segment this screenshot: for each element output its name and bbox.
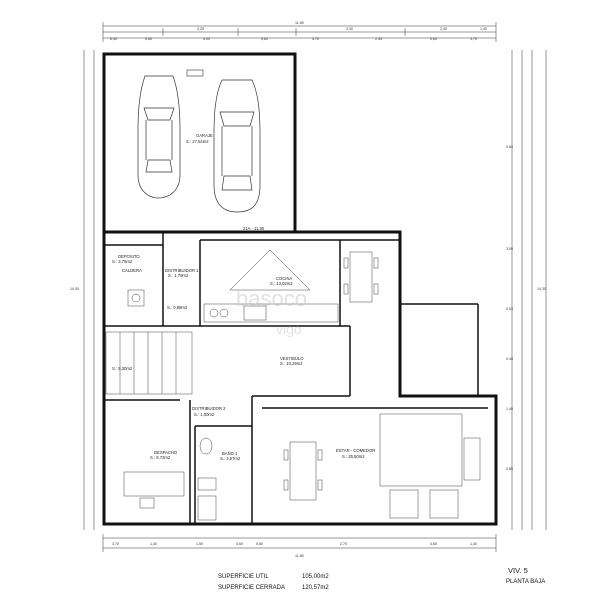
room-living-area: S.: 25,50m2 xyxy=(342,454,365,459)
room-hall-area: S.: 10,29m2 xyxy=(280,361,303,366)
dim-right-2: 3,00 xyxy=(506,247,513,251)
dim-top2-4: 0,60 xyxy=(261,37,268,41)
boiler-icon xyxy=(128,290,144,306)
room-office-area: S.: 9,72m2 xyxy=(150,455,171,460)
summary-value-closed: 120,57m2 xyxy=(302,585,329,591)
room-garage-area: S.: 27,54m2 xyxy=(186,139,209,144)
watermark-logo: basoco xyxy=(236,286,307,311)
floor-label: PLANTA BAJA xyxy=(506,579,546,585)
dim-right-5: 1,40 xyxy=(506,407,513,411)
room-dist1-area: S.: 1,79m2 xyxy=(168,273,189,278)
dim-right-6: 0,85 xyxy=(506,467,513,471)
dim-top-3: 2,40 xyxy=(440,27,447,31)
room-hall-name: VESTIBULO xyxy=(280,356,304,361)
dim-bottom-3: 1,50 xyxy=(196,542,203,546)
dim-bottom-2: 1,40 xyxy=(150,542,157,546)
dim-right-total: 14,30 xyxy=(537,287,546,291)
dim-left-total: 14,30 xyxy=(70,287,79,291)
dim-top2-2: 0,60 xyxy=(145,37,152,41)
room-office-name: DESPACHO xyxy=(154,450,178,455)
dim-top2-5: 3,70 xyxy=(312,37,319,41)
dim-top-4: 1,40 xyxy=(480,27,487,31)
dim-right-1: 0,64 xyxy=(506,145,513,149)
dim-top-2: 3,30 xyxy=(346,27,353,31)
left-dimensions xyxy=(84,50,94,530)
car-icon xyxy=(138,76,180,198)
watermark-logo-secondary: vigo xyxy=(276,321,302,337)
garage-note: 21A - 11.30 xyxy=(243,226,265,231)
dim-right-3: 0,53 xyxy=(506,307,513,311)
bottom-dimensions xyxy=(103,534,496,552)
dim-top2-8: 3,70 xyxy=(470,37,477,41)
staircase xyxy=(106,332,192,394)
dim-bottom-5: 0,60 xyxy=(256,542,263,546)
garage-vent-icon xyxy=(187,70,203,76)
room-living-name: ESTAR - COMEDOR xyxy=(336,448,376,453)
car-icon xyxy=(214,80,260,212)
dim-top2-7: 0,60 xyxy=(430,37,437,41)
dim-bottom-4: 0,60 xyxy=(236,542,243,546)
dim-bottom-6: 2,70 xyxy=(340,542,347,546)
dim-top-1: 3,25 xyxy=(197,27,204,31)
room-kitchen-area: S.: 13,02m2 xyxy=(270,281,293,286)
dim-top2-6: 2,44 xyxy=(375,37,382,41)
summary-label-useful: SUPERFICIE UTIL xyxy=(218,574,269,580)
office-desk xyxy=(124,472,184,508)
room-dist2-area: S.: 1,00m2 xyxy=(194,412,215,417)
dim-top-total: 11,80 xyxy=(295,21,304,25)
dim-right-4: 0,40 xyxy=(506,357,513,361)
top-dimensions xyxy=(103,22,496,42)
room-deposit-name: DEPOSITO xyxy=(118,254,140,259)
room-kitchen-name: COCINA xyxy=(276,276,293,281)
dim-bottom-total: 11,80 xyxy=(295,554,304,558)
summary-value-useful: 105,00m2 xyxy=(302,574,329,580)
room-stair-area: S.: 5,30m2 xyxy=(112,366,133,371)
bathroom-fixtures xyxy=(198,438,216,520)
dim-top2-3: 3,00 xyxy=(203,37,210,41)
room-toilet-area: S.: 0,88m2 xyxy=(167,305,188,310)
room-dist2-name: DISTRIBUIDOR 2 xyxy=(192,406,226,411)
summary-label-closed: SUPERFICIE CERRADA xyxy=(218,585,286,591)
room-boiler-name: CALDERA xyxy=(122,268,142,273)
room-garage-name: GARAJE xyxy=(196,133,213,138)
room-dist1-name: DISTRIBUIDOR 1 xyxy=(165,268,199,273)
dim-bottom-7: 0,60 xyxy=(430,542,437,546)
room-bath-area: S.: 3,57m2 xyxy=(220,456,241,461)
level-label: VIV. 5 xyxy=(508,566,528,575)
dim-top2-1: 6,40 xyxy=(110,37,117,41)
living-furniture xyxy=(284,414,480,518)
kitchen-table xyxy=(344,252,378,302)
room-deposit-area: S.: 3,75m2 xyxy=(112,259,133,264)
dim-bottom-1: 3,70 xyxy=(112,542,119,546)
dim-bottom-8: 1,40 xyxy=(470,542,477,546)
room-bath-name: BAÑO 1 xyxy=(222,451,238,456)
